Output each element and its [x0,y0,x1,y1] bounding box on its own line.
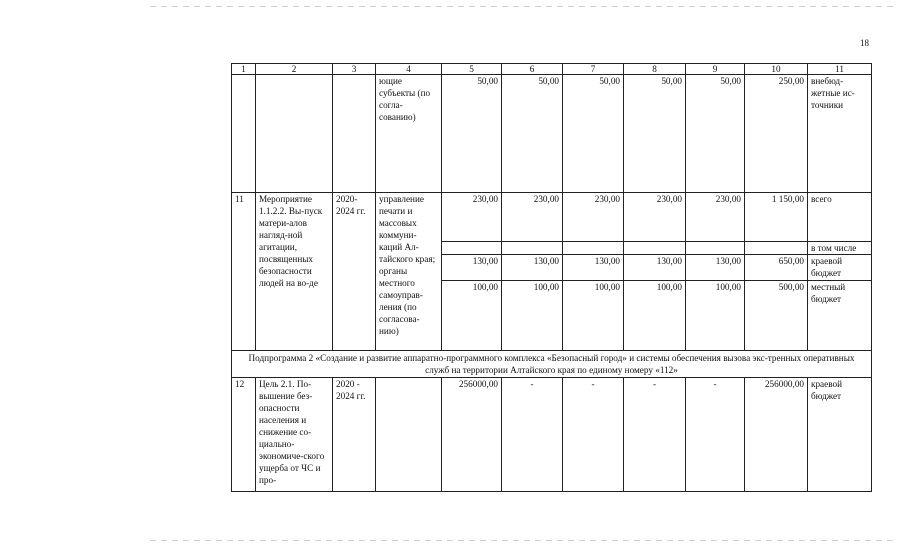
header-cell: 2 [256,64,333,75]
value-cell: 230,00 [502,193,563,242]
value-cell: 100,00 [563,281,624,351]
value-cell: 100,00 [442,281,502,351]
value-cell: 130,00 [502,255,563,281]
header-cell: 1 [232,64,256,75]
value-cell: 130,00 [686,255,745,281]
header-cell: 10 [745,64,808,75]
value-cell: 50,00 [624,75,686,193]
header-cell: 9 [686,64,745,75]
activity-name: Мероприятие 1.1.2.2. Вы-пуск матери-алов нагляд-ной агитации, посвященных безопасности людей на во-де [256,193,333,351]
cell [502,242,563,255]
value-cell: 100,00 [624,281,686,351]
page-number: 18 [860,38,869,48]
value-cell: 230,00 [563,193,624,242]
value-cell: 50,00 [563,75,624,193]
value-cell: 50,00 [442,75,502,193]
executor-cell: управление печати и массовых коммуни-каций Ал-тайского края; органы местного самоуправ-ления (по согласова-нию) [376,193,442,351]
value-cell: 50,00 [686,75,745,193]
source-cell: в том числе [808,242,872,255]
value-cell: 130,00 [442,255,502,281]
value-cell: 100,00 [502,281,563,351]
subprogram-title: Подпрограмма 2 «Создание и развитие аппаратно-программного комплекса «Безопасный город» и системы обеспечения вызова экс-тренных оперативных служб на территории Алтайского края по единому номеру «112» [232,351,872,378]
value-cell: 650,00 [745,255,808,281]
header-cell: 11 [808,64,872,75]
header-cell: 8 [624,64,686,75]
years-cell: 2020 - 2024 гг. [333,378,376,492]
row-number: 11 [232,193,256,351]
subprogram-row [232,351,872,378]
header-cell: 7 [563,64,624,75]
header-cell: 5 [442,64,502,75]
budget-table [231,63,872,492]
table-row-11-total [232,193,872,242]
cell [624,242,686,255]
value-cell: - [502,378,563,492]
goal-name: Цель 2.1. По-вышение без-опасности населения и снижение со-циально-экономиче-ского ущерба от ЧС и про- [256,378,333,492]
value-cell: 130,00 [563,255,624,281]
value-cell: 130,00 [624,255,686,281]
header-cell: 6 [502,64,563,75]
years-cell: 2020-2024 гг. [333,193,376,351]
row-number: 12 [232,378,256,492]
value-cell: 230,00 [624,193,686,242]
value-cell: - [686,378,745,492]
header-cell: 3 [333,64,376,75]
value-cell: 100,00 [686,281,745,351]
cell [563,242,624,255]
table-row-continuation [232,75,872,193]
cell [745,242,808,255]
source-cell: краевой бюджет [808,378,872,492]
value-cell: 50,00 [502,75,563,193]
cell [686,242,745,255]
value-cell: 500,00 [745,281,808,351]
executor-cell [376,378,442,492]
executor-cell: ющие субъекты (по согла-сованию) [376,75,442,193]
value-cell: 250,00 [745,75,808,193]
value-cell: - [624,378,686,492]
cell [232,75,256,193]
value-cell: 256000,00 [745,378,808,492]
cell [333,75,376,193]
header-row [232,64,872,75]
value-cell: 230,00 [442,193,502,242]
cell [256,75,333,193]
source-cell: всего [808,193,872,242]
source-cell: внебюд-жетные ис-точники [808,75,872,193]
value-cell: 256000,00 [442,378,502,492]
scan-artifact-top [150,6,895,7]
value-cell: - [563,378,624,492]
header-cell: 4 [376,64,442,75]
cell [442,242,502,255]
scan-artifact-bottom [150,540,895,541]
table-row-12 [232,378,872,492]
source-cell: краевой бюджет [808,255,872,281]
value-cell: 230,00 [686,193,745,242]
value-cell: 1 150,00 [745,193,808,242]
source-cell: местный бюджет [808,281,872,351]
